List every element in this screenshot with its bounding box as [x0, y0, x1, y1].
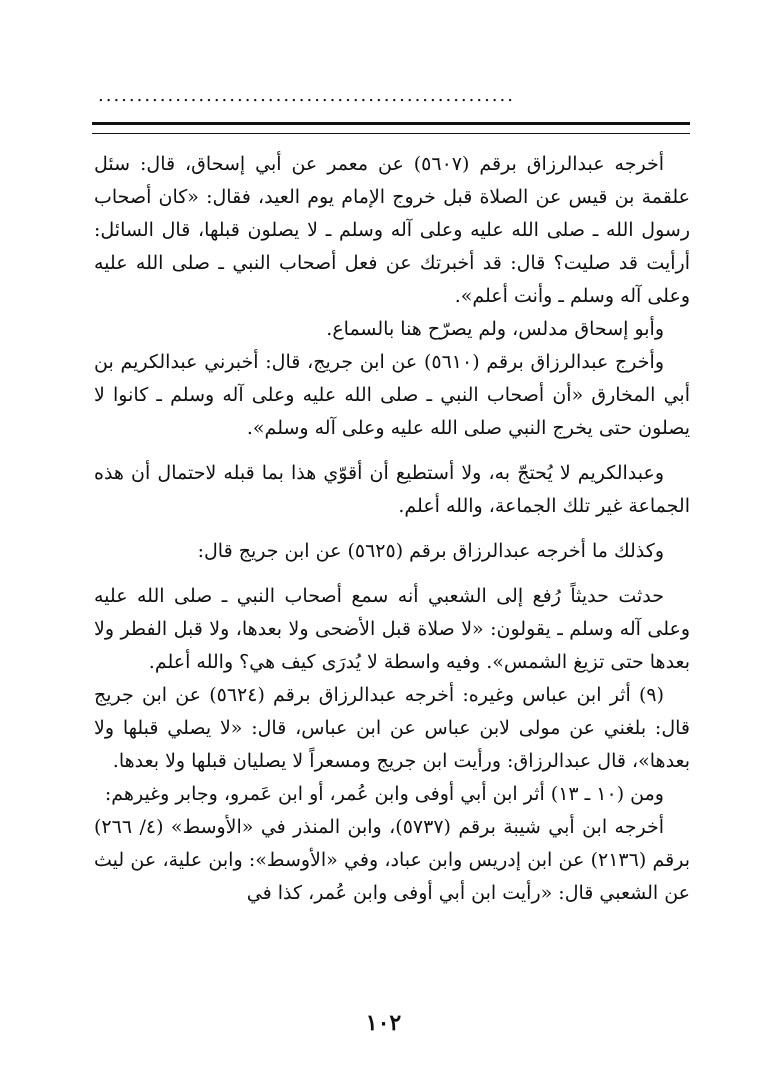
header-dotted-line: ...................................................... [98, 88, 515, 104]
paragraph-8: ومن (١٠ ـ ١٣) أثر ابن أبي أوفى وابن عُمر، أو ابن عَمرو، وجابر وغيرهم: [104, 783, 664, 805]
paragraph-7: (٩) أثر ابن عباس وغيره: أخرجه عبدالرزاق برقم (٥٦٢٤) عن ابن جريج قال: بلغني عن مولى لابن عباس عن ابن عباس، قال: «لا يصلي قبلها ولا بعدها»، قال عبدالرزاق: ورأيت ابن جريج ومسعراً لا يصليان قبلها ولا بعدها. [94, 684, 690, 772]
header-rule-thin [92, 133, 690, 134]
paragraph-2: وأبو إسحاق مدلس، ولم يصرّح هنا بالسماع. [326, 318, 664, 340]
paragraph-4: وعبدالكريم لا يُحتجّ به، ولا أستطيع أن أقوّي هذا بما قبله لاحتمال أن هذه الجماعة غير تلك الجماعة، والله أعلم. [94, 462, 690, 517]
page-body [94, 148, 690, 910]
header-rule-thick [92, 122, 690, 125]
paragraph-5: وكذلك ما أخرجه عبدالرزاق برقم (٥٦٢٥) عن ابن جريج قال: [197, 540, 664, 562]
paragraph-1: أخرجه عبدالرزاق برقم (٥٦٠٧) عن معمر عن أبي إسحاق، قال: سئل علقمة بن قيس عن الصلاة قبل خروج الإمام يوم العيد، فقال: «كان أصحاب رسول الله ـ صلى الله عليه وعلى آله وسلم ـ لا يصلون قبلها، قال السائل: أرأيت قد صليت؟ قال: قد أخبرتك عن فعل أصحاب النبي ـ صلى الله عليه وعلى آله وسلم ـ وأنت أعلم». [94, 153, 690, 307]
paragraph-9: أخرجه ابن أبي شيبة برقم (٥٧٣٧)، وابن المنذر في «الأوسط» (٤/ ٢٦٦) برقم (٢١٣٦) عن ابن إدريس وابن عباد، وفي «الأوسط»: وابن علية، عن ليث عن الشعبي قال: «رأيت ابن أبي أوفى وابن عُمر، كذا في [94, 816, 690, 904]
page-number: ١٠٢ [365, 1010, 402, 1036]
paragraph-3: وأخرج عبدالرزاق برقم (٥٦١٠) عن ابن جريج، قال: أخبرني عبدالكريم بن أبي المخارق «أن أصحاب النبي ـ صلى الله عليه وعلى آله وسلم ـ كانوا لا يصلون حتى يخرج النبي صلى الله عليه وعلى آله وسلم». [94, 351, 690, 439]
paragraph-6: حدثت حديثاً رُفع إلى الشعبي أنه سمع أصحاب النبي ـ صلى الله عليه وعلى آله وسلم ـ يقولون: «لا صلاة قبل الأضحى ولا بعدها، ولا قبل الفطر ولا بعدها حتى تزيغ الشمس». وفيه واسطة لا يُدرَى كيف هي؟ والله أعلم. [94, 585, 690, 673]
